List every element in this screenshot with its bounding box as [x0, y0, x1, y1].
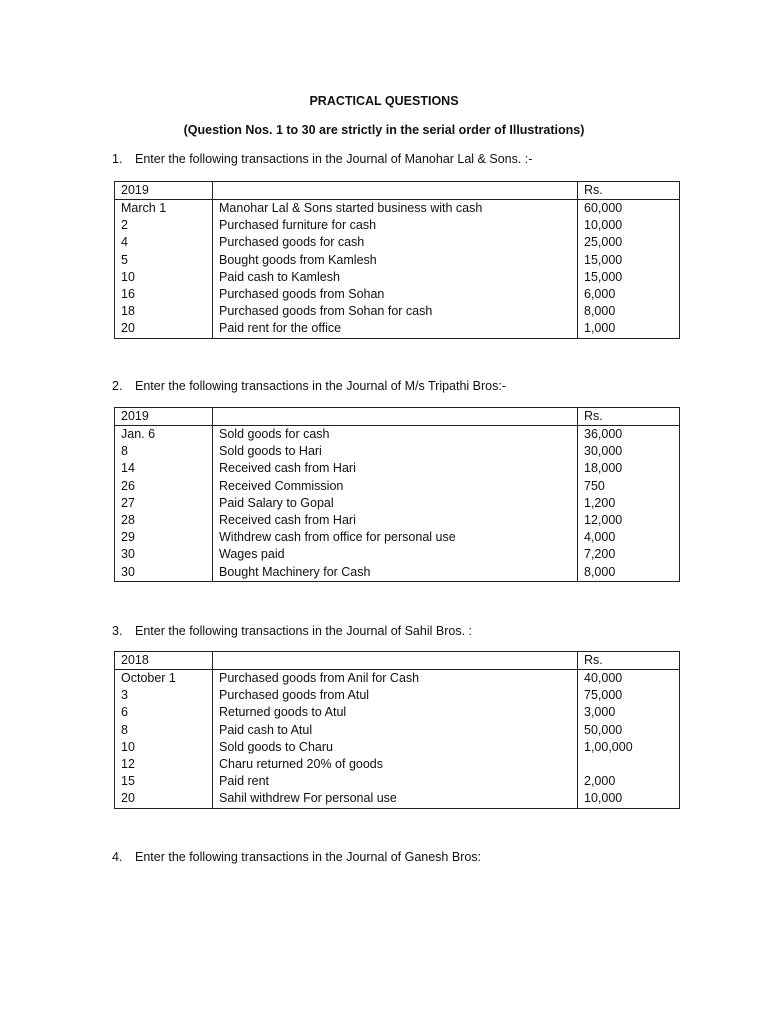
table-row [115, 460, 680, 477]
table-row [115, 478, 680, 495]
amount-cell: 6,000 [578, 286, 680, 303]
year-cell: 2019 [115, 408, 213, 426]
amount-cell: 60,000 [578, 200, 680, 218]
date-cell: October 1 [115, 670, 213, 688]
table-header-row [115, 408, 680, 426]
description-cell: Purchased goods from Atul [213, 687, 578, 704]
amount-cell: 15,000 [578, 252, 680, 269]
table-row [115, 303, 680, 320]
description-cell: Received Commission [213, 478, 578, 495]
question-text: Enter the following transactions in the Journal of M/s Tripathi Bros:- [135, 379, 507, 393]
question-number: 3. [112, 624, 123, 638]
table-row [115, 320, 680, 338]
date-cell: 8 [115, 722, 213, 739]
amount-cell [578, 756, 680, 773]
date-cell: 10 [115, 739, 213, 756]
question-text: Enter the following transactions in the Journal of Sahil Bros. : [135, 624, 472, 638]
amount-cell: 25,000 [578, 234, 680, 251]
table-row [115, 670, 680, 688]
year-cell: 2019 [115, 182, 213, 200]
amount-cell: 30,000 [578, 443, 680, 460]
table-row [115, 217, 680, 234]
description-cell: Returned goods to Atul [213, 704, 578, 721]
date-cell: 5 [115, 252, 213, 269]
question-number: 2. [112, 379, 123, 393]
page-subtitle: (Question Nos. 1 to 30 are strictly in the serial order of Illustrations) [183, 123, 585, 137]
amount-cell: 50,000 [578, 722, 680, 739]
date-cell: 8 [115, 443, 213, 460]
date-cell: 4 [115, 234, 213, 251]
question-number: 1. [112, 152, 123, 166]
description-cell: Paid cash to Atul [213, 722, 578, 739]
table-row [115, 722, 680, 739]
table-row [115, 739, 680, 756]
amount-cell: 8,000 [578, 303, 680, 320]
table-row [115, 704, 680, 721]
amount-cell: 1,000 [578, 320, 680, 338]
description-cell: Sahil withdrew For personal use [213, 790, 578, 808]
table-row [115, 426, 680, 444]
header-blank-cell [213, 182, 578, 200]
date-cell: 26 [115, 478, 213, 495]
table-row [115, 234, 680, 251]
description-cell: Paid rent for the office [213, 320, 578, 338]
date-cell: 16 [115, 286, 213, 303]
amount-cell: 36,000 [578, 426, 680, 444]
description-cell: Paid Salary to Gopal [213, 495, 578, 512]
table-row [115, 687, 680, 704]
amount-cell: 7,200 [578, 546, 680, 563]
description-cell: Wages paid [213, 546, 578, 563]
table-row [115, 773, 680, 790]
date-cell: 18 [115, 303, 213, 320]
question-text: Enter the following transactions in the Journal of Ganesh Bros: [135, 850, 482, 864]
header-blank-cell [213, 408, 578, 426]
question-4 [112, 850, 481, 864]
date-cell: 12 [115, 756, 213, 773]
header-blank-cell [213, 652, 578, 670]
transactions-table-2 [114, 407, 680, 582]
amount-header-cell: Rs. [578, 182, 680, 200]
table-row [115, 495, 680, 512]
amount-cell: 8,000 [578, 564, 680, 582]
date-cell: 29 [115, 529, 213, 546]
amount-cell: 40,000 [578, 670, 680, 688]
transactions-table-3 [114, 651, 680, 809]
description-cell: Bought Machinery for Cash [213, 564, 578, 582]
date-cell: 20 [115, 320, 213, 338]
date-cell: 30 [115, 564, 213, 582]
table-row [115, 200, 680, 218]
table-row [115, 564, 680, 582]
amount-cell: 3,000 [578, 704, 680, 721]
amount-cell: 750 [578, 478, 680, 495]
description-cell: Sold goods to Hari [213, 443, 578, 460]
description-cell: Purchased furniture for cash [213, 217, 578, 234]
date-cell: 27 [115, 495, 213, 512]
table-row [115, 443, 680, 460]
amount-cell: 1,00,000 [578, 739, 680, 756]
question-2 [112, 379, 506, 393]
amount-cell: 4,000 [578, 529, 680, 546]
description-cell: Purchased goods from Sohan for cash [213, 303, 578, 320]
amount-cell: 1,200 [578, 495, 680, 512]
amount-cell: 75,000 [578, 687, 680, 704]
amount-cell: 15,000 [578, 269, 680, 286]
description-cell: Received cash from Hari [213, 460, 578, 477]
question-number: 4. [112, 850, 123, 864]
table-row [115, 512, 680, 529]
question-1 [112, 152, 532, 166]
table-row [115, 286, 680, 303]
description-cell: Paid rent [213, 773, 578, 790]
question-text: Enter the following transactions in the Journal of Manohar Lal & Sons. :- [135, 152, 533, 166]
amount-cell: 12,000 [578, 512, 680, 529]
description-cell: Bought goods from Kamlesh [213, 252, 578, 269]
date-cell: 10 [115, 269, 213, 286]
table-row [115, 252, 680, 269]
description-cell: Charu returned 20% of goods [213, 756, 578, 773]
date-cell: 3 [115, 687, 213, 704]
question-3 [112, 624, 472, 638]
description-cell: Manohar Lal & Sons started business with cash [213, 200, 578, 218]
table-row [115, 756, 680, 773]
amount-header-cell: Rs. [578, 408, 680, 426]
date-cell: March 1 [115, 200, 213, 218]
description-cell: Withdrew cash from office for personal use [213, 529, 578, 546]
date-cell: 15 [115, 773, 213, 790]
amount-header-cell: Rs. [578, 652, 680, 670]
description-cell: Purchased goods from Anil for Cash [213, 670, 578, 688]
description-cell: Paid cash to Kamlesh [213, 269, 578, 286]
table-header-row [115, 652, 680, 670]
description-cell: Received cash from Hari [213, 512, 578, 529]
date-cell: 2 [115, 217, 213, 234]
amount-cell: 2,000 [578, 773, 680, 790]
table-row [115, 790, 680, 808]
page-title: PRACTICAL QUESTIONS [309, 94, 459, 108]
description-cell: Sold goods to Charu [213, 739, 578, 756]
date-cell: 30 [115, 546, 213, 563]
table-header-row [115, 182, 680, 200]
description-cell: Purchased goods for cash [213, 234, 578, 251]
date-cell: Jan. 6 [115, 426, 213, 444]
amount-cell: 10,000 [578, 217, 680, 234]
description-cell: Purchased goods from Sohan [213, 286, 578, 303]
transactions-table-1 [114, 181, 680, 339]
table-row [115, 529, 680, 546]
date-cell: 14 [115, 460, 213, 477]
table-row [115, 269, 680, 286]
year-cell: 2018 [115, 652, 213, 670]
date-cell: 20 [115, 790, 213, 808]
amount-cell: 10,000 [578, 790, 680, 808]
date-cell: 6 [115, 704, 213, 721]
description-cell: Sold goods for cash [213, 426, 578, 444]
table-row [115, 546, 680, 563]
amount-cell: 18,000 [578, 460, 680, 477]
date-cell: 28 [115, 512, 213, 529]
